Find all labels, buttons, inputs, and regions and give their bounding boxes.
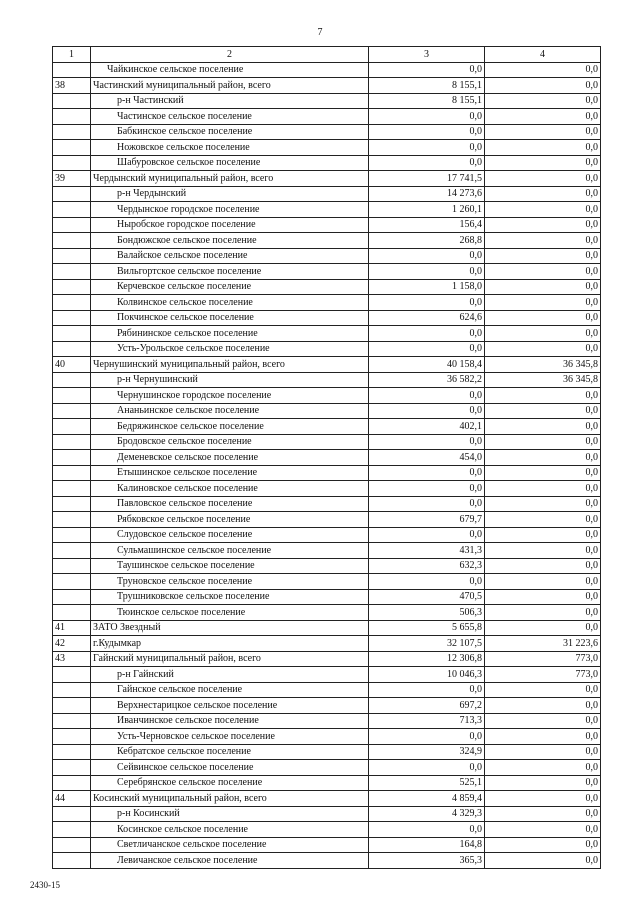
row-value-col4: 0,0 — [485, 589, 601, 605]
table-row — [53, 450, 601, 466]
row-value-col3: 0,0 — [369, 465, 485, 481]
row-value-col3: 525,1 — [369, 775, 485, 791]
row-number — [53, 186, 91, 202]
table-row — [53, 279, 601, 295]
row-value-col3: 0,0 — [369, 527, 485, 543]
row-value-col4: 0,0 — [485, 326, 601, 342]
table-row — [53, 853, 601, 869]
row-value-col4: 0,0 — [485, 155, 601, 171]
table-body — [53, 62, 601, 868]
row-value-col4: 0,0 — [485, 543, 601, 559]
row-value-col3: 506,3 — [369, 605, 485, 621]
row-value-col4: 0,0 — [485, 388, 601, 404]
row-value-col3: 0,0 — [369, 729, 485, 745]
row-number — [53, 775, 91, 791]
row-number — [53, 140, 91, 156]
row-number — [53, 326, 91, 342]
row-number — [53, 372, 91, 388]
row-number — [53, 667, 91, 683]
row-value-col4: 773,0 — [485, 651, 601, 667]
row-number — [53, 760, 91, 776]
row-value-col4: 0,0 — [485, 853, 601, 869]
row-value-col4: 0,0 — [485, 171, 601, 187]
row-value-col4: 0,0 — [485, 620, 601, 636]
row-value-col3: 324,9 — [369, 744, 485, 760]
row-name: Етышинское сельское поселение — [91, 465, 369, 481]
row-number: 41 — [53, 620, 91, 636]
table-header-row — [53, 47, 601, 63]
table-row — [53, 496, 601, 512]
table-row — [53, 822, 601, 838]
table-row — [53, 202, 601, 218]
row-value-col3: 32 107,5 — [369, 636, 485, 652]
row-value-col4: 0,0 — [485, 713, 601, 729]
row-number — [53, 419, 91, 435]
row-name: Чердынское городское поселение — [91, 202, 369, 218]
row-number — [53, 806, 91, 822]
row-value-col4: 0,0 — [485, 341, 601, 357]
row-value-col3: 10 046,3 — [369, 667, 485, 683]
row-number: 42 — [53, 636, 91, 652]
row-value-col3: 402,1 — [369, 419, 485, 435]
row-number — [53, 558, 91, 574]
row-number — [53, 279, 91, 295]
header-col-1: 1 — [53, 47, 91, 63]
table-row — [53, 527, 601, 543]
row-value-col3: 0,0 — [369, 341, 485, 357]
row-number — [53, 233, 91, 249]
row-value-col3: 0,0 — [369, 481, 485, 497]
row-number — [53, 388, 91, 404]
row-value-col4: 0,0 — [485, 682, 601, 698]
row-number — [53, 512, 91, 528]
table-row — [53, 124, 601, 140]
row-name: Бродовское сельское поселение — [91, 434, 369, 450]
row-name: Шабуровское сельское поселение — [91, 155, 369, 171]
row-value-col3: 5 655,8 — [369, 620, 485, 636]
table-row — [53, 310, 601, 326]
table-row — [53, 636, 601, 652]
row-value-col3: 624,6 — [369, 310, 485, 326]
row-name: Светличанское сельское поселение — [91, 837, 369, 853]
row-number — [53, 713, 91, 729]
row-number — [53, 853, 91, 869]
row-number — [53, 481, 91, 497]
row-number — [53, 217, 91, 233]
row-value-col3: 0,0 — [369, 496, 485, 512]
row-name: Рябининское сельское поселение — [91, 326, 369, 342]
row-value-col3: 8 155,1 — [369, 93, 485, 109]
row-name: Труновское сельское поселение — [91, 574, 369, 590]
table-row — [53, 388, 601, 404]
row-name: Бедряжинское сельское поселение — [91, 419, 369, 435]
row-number — [53, 403, 91, 419]
row-value-col3: 268,8 — [369, 233, 485, 249]
row-number: 44 — [53, 791, 91, 807]
table-row — [53, 233, 601, 249]
table-row — [53, 341, 601, 357]
row-value-col3: 0,0 — [369, 62, 485, 78]
row-value-col3: 0,0 — [369, 822, 485, 838]
row-name: Чердынский муниципальный район, всего — [91, 171, 369, 187]
row-number — [53, 248, 91, 264]
row-value-col4: 0,0 — [485, 93, 601, 109]
row-name: р-н Чердынский — [91, 186, 369, 202]
row-number — [53, 434, 91, 450]
row-value-col3: 0,0 — [369, 388, 485, 404]
table-row — [53, 791, 601, 807]
row-value-col3: 0,0 — [369, 434, 485, 450]
row-number — [53, 264, 91, 280]
table-row — [53, 775, 601, 791]
row-value-col4: 0,0 — [485, 791, 601, 807]
row-value-col3: 470,5 — [369, 589, 485, 605]
row-name: р-н Частинский — [91, 93, 369, 109]
row-value-col3: 0,0 — [369, 326, 485, 342]
row-value-col3: 8 155,1 — [369, 78, 485, 94]
row-number — [53, 744, 91, 760]
row-name: Тюинское сельское поселение — [91, 605, 369, 621]
row-name: Серебрянское сельское поселение — [91, 775, 369, 791]
row-value-col4: 0,0 — [485, 109, 601, 125]
row-value-col4: 0,0 — [485, 729, 601, 745]
table-row — [53, 419, 601, 435]
row-name: г.Кудымкар — [91, 636, 369, 652]
row-value-col4: 0,0 — [485, 760, 601, 776]
row-value-col4: 0,0 — [485, 233, 601, 249]
row-name: Гайнское сельское поселение — [91, 682, 369, 698]
row-value-col4: 0,0 — [485, 512, 601, 528]
table-row — [53, 713, 601, 729]
row-number — [53, 465, 91, 481]
table-row — [53, 682, 601, 698]
row-value-col4: 0,0 — [485, 822, 601, 838]
row-value-col4: 0,0 — [485, 481, 601, 497]
table-row — [53, 667, 601, 683]
row-value-col3: 0,0 — [369, 682, 485, 698]
row-name: Косинское сельское поселение — [91, 822, 369, 838]
row-name: Деменевское сельское поселение — [91, 450, 369, 466]
row-value-col3: 454,0 — [369, 450, 485, 466]
table-row — [53, 760, 601, 776]
row-number — [53, 574, 91, 590]
row-number — [53, 109, 91, 125]
row-value-col4: 0,0 — [485, 310, 601, 326]
row-name: Сульмашинское сельское поселение — [91, 543, 369, 559]
table-row — [53, 605, 601, 621]
row-number — [53, 698, 91, 714]
row-value-col3: 632,3 — [369, 558, 485, 574]
table-row — [53, 465, 601, 481]
row-number: 43 — [53, 651, 91, 667]
row-name: р-н Чернушинский — [91, 372, 369, 388]
row-value-col4: 36 345,8 — [485, 372, 601, 388]
row-number — [53, 155, 91, 171]
row-value-col4: 0,0 — [485, 496, 601, 512]
row-number — [53, 295, 91, 311]
row-value-col4: 0,0 — [485, 279, 601, 295]
row-value-col4: 0,0 — [485, 465, 601, 481]
table-row — [53, 186, 601, 202]
row-value-col3: 1 260,1 — [369, 202, 485, 218]
row-number — [53, 496, 91, 512]
row-name: Ананьинское сельское поселение — [91, 403, 369, 419]
table-row — [53, 78, 601, 94]
row-value-col3: 156,4 — [369, 217, 485, 233]
header-col-2: 2 — [91, 47, 369, 63]
table-row — [53, 589, 601, 605]
row-number — [53, 527, 91, 543]
row-value-col3: 36 582,2 — [369, 372, 485, 388]
table-row — [53, 264, 601, 280]
row-name: Керчевское сельское поселение — [91, 279, 369, 295]
table-row — [53, 248, 601, 264]
row-value-col4: 0,0 — [485, 264, 601, 280]
row-name: Чернушинский муниципальный район, всего — [91, 357, 369, 373]
table-row — [53, 806, 601, 822]
row-value-col3: 0,0 — [369, 403, 485, 419]
row-value-col4: 0,0 — [485, 837, 601, 853]
table-row — [53, 403, 601, 419]
row-name: Косинский муниципальный район, всего — [91, 791, 369, 807]
budget-table — [52, 46, 601, 869]
row-name: Вильгортское сельское поселение — [91, 264, 369, 280]
row-number: 39 — [53, 171, 91, 187]
row-name: Чернушинское городское поселение — [91, 388, 369, 404]
row-number — [53, 93, 91, 109]
row-value-col4: 0,0 — [485, 62, 601, 78]
row-value-col3: 0,0 — [369, 155, 485, 171]
row-value-col3: 0,0 — [369, 574, 485, 590]
row-name: Слудовское сельское поселение — [91, 527, 369, 543]
row-number — [53, 450, 91, 466]
table-row — [53, 62, 601, 78]
row-value-col4: 0,0 — [485, 140, 601, 156]
row-value-col3: 12 306,8 — [369, 651, 485, 667]
table-row — [53, 558, 601, 574]
row-name: Гайнский муниципальный район, всего — [91, 651, 369, 667]
row-value-col3: 431,3 — [369, 543, 485, 559]
row-number — [53, 605, 91, 621]
row-number — [53, 202, 91, 218]
table-row — [53, 295, 601, 311]
table-row — [53, 93, 601, 109]
table-row — [53, 217, 601, 233]
table-row — [53, 651, 601, 667]
row-name: Усть-Урольское сельское поселение — [91, 341, 369, 357]
row-name: Бондюжское сельское поселение — [91, 233, 369, 249]
row-name: ЗАТО Звездный — [91, 620, 369, 636]
row-name: Сейвинское сельское поселение — [91, 760, 369, 776]
document-code: 2430-15 — [30, 880, 60, 890]
row-name: Таушинское сельское поселение — [91, 558, 369, 574]
table-row — [53, 574, 601, 590]
row-value-col4: 0,0 — [485, 698, 601, 714]
row-name: Бабкинское сельское поселение — [91, 124, 369, 140]
row-number: 40 — [53, 357, 91, 373]
row-number — [53, 682, 91, 698]
row-value-col4: 0,0 — [485, 574, 601, 590]
row-value-col4: 0,0 — [485, 434, 601, 450]
row-value-col3: 164,8 — [369, 837, 485, 853]
row-value-col4: 0,0 — [485, 558, 601, 574]
table-row — [53, 140, 601, 156]
row-name: Калиновское сельское поселение — [91, 481, 369, 497]
row-number — [53, 341, 91, 357]
row-number — [53, 543, 91, 559]
table-row — [53, 357, 601, 373]
table-row — [53, 434, 601, 450]
row-number — [53, 62, 91, 78]
table-row — [53, 171, 601, 187]
row-number — [53, 589, 91, 605]
row-value-col3: 0,0 — [369, 124, 485, 140]
row-name: Покчинское сельское поселение — [91, 310, 369, 326]
row-value-col3: 713,3 — [369, 713, 485, 729]
row-number — [53, 837, 91, 853]
row-value-col4: 31 223,6 — [485, 636, 601, 652]
table-row — [53, 698, 601, 714]
row-value-col4: 0,0 — [485, 248, 601, 264]
row-value-col3: 4 859,4 — [369, 791, 485, 807]
header-col-3: 3 — [369, 47, 485, 63]
row-value-col3: 17 741,5 — [369, 171, 485, 187]
row-value-col3: 679,7 — [369, 512, 485, 528]
row-name: Частинское сельское поселение — [91, 109, 369, 125]
row-value-col4: 0,0 — [485, 295, 601, 311]
table-row — [53, 543, 601, 559]
row-value-col4: 0,0 — [485, 419, 601, 435]
row-name: р-н Косинский — [91, 806, 369, 822]
row-number: 38 — [53, 78, 91, 94]
row-name: Ныробское городское поселение — [91, 217, 369, 233]
row-value-col4: 0,0 — [485, 202, 601, 218]
row-value-col4: 36 345,8 — [485, 357, 601, 373]
row-number — [53, 729, 91, 745]
row-name: Валайское сельское поселение — [91, 248, 369, 264]
row-value-col4: 0,0 — [485, 403, 601, 419]
table-row — [53, 512, 601, 528]
row-value-col4: 0,0 — [485, 124, 601, 140]
row-value-col4: 0,0 — [485, 186, 601, 202]
row-name: Кебратское сельское поселение — [91, 744, 369, 760]
row-value-col4: 773,0 — [485, 667, 601, 683]
row-value-col3: 0,0 — [369, 760, 485, 776]
row-name: Рябковское сельское поселение — [91, 512, 369, 528]
table-row — [53, 372, 601, 388]
row-value-col3: 0,0 — [369, 109, 485, 125]
row-name: Павловское сельское поселение — [91, 496, 369, 512]
table-row — [53, 155, 601, 171]
row-value-col4: 0,0 — [485, 78, 601, 94]
table-row — [53, 326, 601, 342]
header-col-4: 4 — [485, 47, 601, 63]
row-name: Верхнестарицкое сельское поселение — [91, 698, 369, 714]
row-name: Ножовское сельское поселение — [91, 140, 369, 156]
table-row — [53, 481, 601, 497]
row-value-col4: 0,0 — [485, 806, 601, 822]
row-value-col3: 0,0 — [369, 264, 485, 280]
row-name: Усть-Черновское сельское поселение — [91, 729, 369, 745]
row-name: Иванчинское сельское поселение — [91, 713, 369, 729]
row-number — [53, 124, 91, 140]
row-value-col4: 0,0 — [485, 527, 601, 543]
row-name: Колвинское сельское поселение — [91, 295, 369, 311]
page-number: 7 — [317, 27, 323, 38]
row-name: Левичанское сельское поселение — [91, 853, 369, 869]
row-value-col3: 697,2 — [369, 698, 485, 714]
row-value-col4: 0,0 — [485, 605, 601, 621]
table-row — [53, 744, 601, 760]
row-value-col4: 0,0 — [485, 450, 601, 466]
row-value-col4: 0,0 — [485, 744, 601, 760]
row-value-col3: 1 158,0 — [369, 279, 485, 295]
row-name: Частинский муниципальный район, всего — [91, 78, 369, 94]
table-row — [53, 109, 601, 125]
row-name: р-н Гайнский — [91, 667, 369, 683]
row-value-col3: 14 273,6 — [369, 186, 485, 202]
row-number — [53, 310, 91, 326]
row-value-col3: 0,0 — [369, 140, 485, 156]
row-value-col4: 0,0 — [485, 775, 601, 791]
row-value-col3: 40 158,4 — [369, 357, 485, 373]
table-row — [53, 837, 601, 853]
row-value-col3: 0,0 — [369, 248, 485, 264]
row-value-col3: 365,3 — [369, 853, 485, 869]
row-value-col3: 4 329,3 — [369, 806, 485, 822]
table-row — [53, 729, 601, 745]
row-name: Чайкинское сельское поселение — [91, 62, 369, 78]
table-row — [53, 620, 601, 636]
row-value-col4: 0,0 — [485, 217, 601, 233]
row-number — [53, 822, 91, 838]
row-value-col3: 0,0 — [369, 295, 485, 311]
row-name: Трушниковское сельское поселение — [91, 589, 369, 605]
